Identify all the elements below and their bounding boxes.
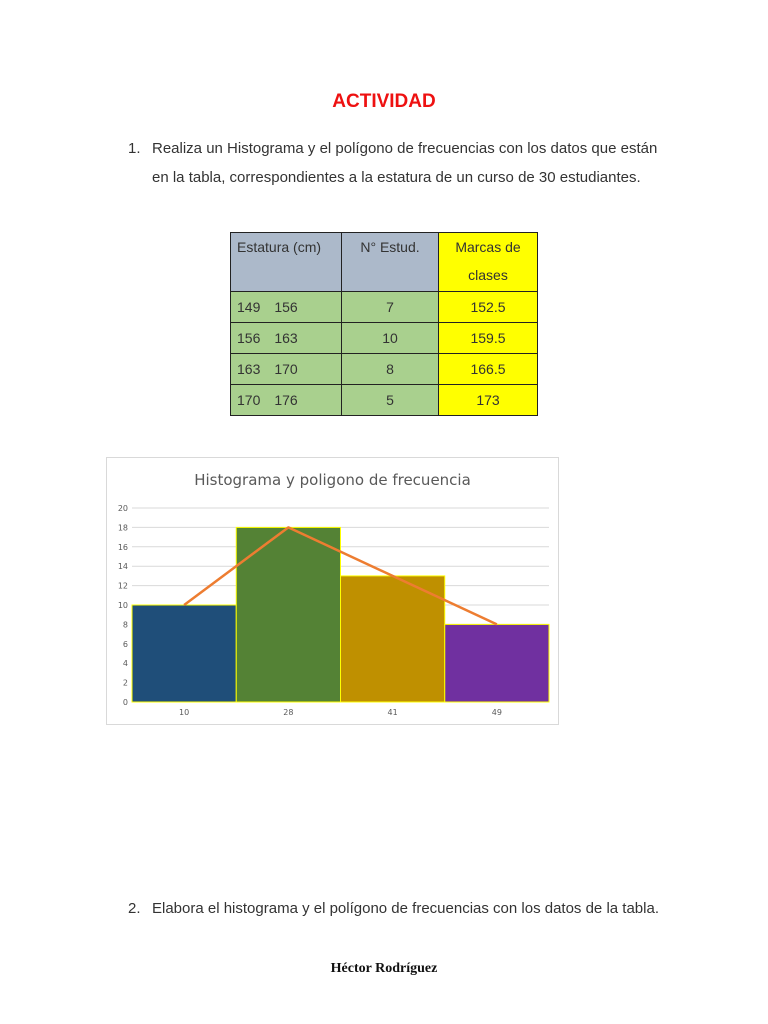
frequency-table — [230, 232, 538, 416]
instruction-1-text — [152, 134, 657, 192]
histogram-bar — [132, 605, 236, 702]
chart-title: Histograma y poligono de frecuencia — [194, 471, 471, 489]
histogram-svg — [107, 458, 558, 724]
table-row — [231, 292, 538, 323]
y-tick-label: 12 — [117, 581, 128, 591]
page-title: ACTIVIDAD — [332, 91, 436, 112]
students-cell: 8 — [342, 354, 439, 385]
histogram-chart — [106, 457, 559, 725]
y-tick-label: 20 — [117, 504, 128, 513]
header-class-marks-line2: clases — [468, 267, 508, 283]
y-tick-label: 4 — [122, 659, 128, 669]
instruction-1 — [128, 134, 688, 194]
table-row — [231, 385, 538, 416]
instruction-2-text: Elabora el histograma y el polígono de frecuencias con los datos de la tabla. — [152, 900, 659, 917]
header-class-marks-line1: Marcas de — [455, 239, 521, 255]
header-students: N° Estud. — [342, 233, 439, 292]
x-tick-label: 41 — [387, 708, 398, 717]
interval-from: 149 — [237, 299, 261, 315]
x-tick-label: 28 — [283, 708, 294, 717]
interval-from: 170 — [237, 392, 261, 408]
instruction-1-line2: en la tabla, correspondientes a la estatura de un curso de 30 estudiantes. — [152, 169, 641, 186]
y-tick-label: 2 — [122, 678, 128, 688]
students-cell: 5 — [342, 385, 439, 416]
y-tick-label: 8 — [122, 620, 128, 630]
interval-from: 156 — [237, 330, 261, 346]
header-class-marks — [439, 233, 538, 292]
interval-cell — [231, 385, 342, 416]
x-tick-label: 10 — [179, 708, 190, 717]
y-tick-label: 6 — [122, 639, 128, 649]
y-tick-label: 10 — [117, 601, 128, 610]
histogram-bar — [341, 576, 445, 702]
histogram-bar — [445, 624, 549, 702]
interval-from: 163 — [237, 361, 261, 377]
author-name: Héctor Rodríguez — [330, 961, 438, 976]
instruction-1-number: 1. — [128, 140, 141, 157]
interval-cell — [231, 292, 342, 323]
table-header-row — [231, 233, 538, 292]
table-row — [231, 354, 538, 385]
mark-cell: 173 — [439, 385, 538, 416]
interval-to: 170 — [274, 361, 298, 377]
mark-cell: 166.5 — [439, 354, 538, 385]
y-tick-label: 16 — [117, 542, 128, 552]
mark-cell: 152.5 — [439, 292, 538, 323]
header-height: Estatura (cm) — [231, 233, 342, 292]
students-cell: 7 — [342, 292, 439, 323]
students-cell: 10 — [342, 323, 439, 354]
interval-cell — [231, 354, 342, 385]
interval-cell — [231, 323, 342, 354]
x-tick-label: 49 — [491, 708, 502, 717]
instruction-2-number: 2. — [128, 900, 141, 917]
interval-to: 176 — [274, 392, 298, 408]
y-tick-label: 18 — [117, 523, 128, 533]
interval-to: 163 — [274, 330, 298, 346]
instruction-2 — [128, 900, 728, 930]
table-row — [231, 323, 538, 354]
y-tick-label: 14 — [117, 562, 128, 572]
mark-cell: 159.5 — [439, 323, 538, 354]
interval-to: 156 — [274, 299, 298, 315]
instruction-1-line1: Realiza un Histograma y el polígono de frecuencias con los datos que están — [152, 140, 658, 157]
y-tick-label: 0 — [122, 698, 128, 707]
